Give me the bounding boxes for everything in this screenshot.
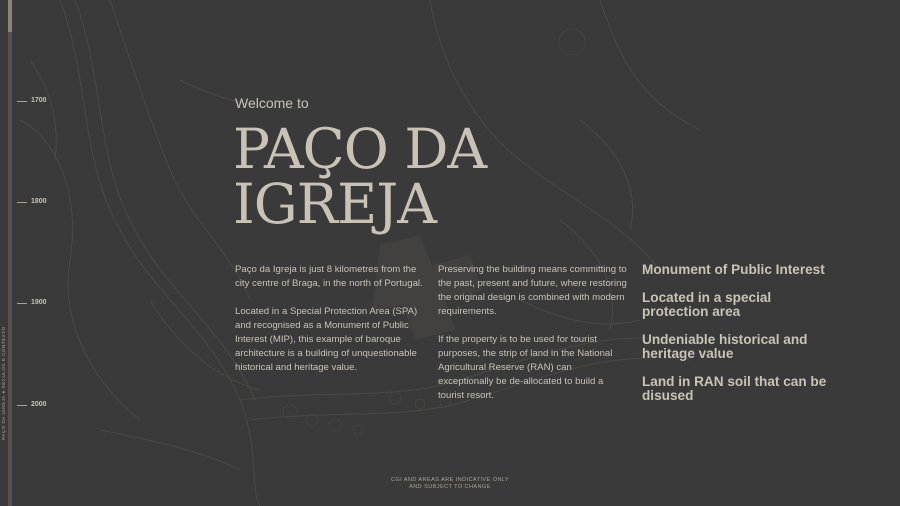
timeline-tick-2000 (17, 405, 27, 406)
timeline-label-2000[interactable]: 2000 (31, 401, 47, 408)
intro-column-1 (235, 263, 425, 389)
vertical-caption: PAÇO DA IGREJA ● SÉCULOS E CONTEXTO (1, 326, 6, 440)
timeline-label-1900[interactable]: 1900 (31, 299, 47, 306)
title-line-1: PAÇO DA (233, 117, 487, 181)
feature-item: Undeniable historical and heritage value (642, 332, 808, 361)
intro-column-2 (438, 263, 628, 417)
disclaimer-line: CGI AND AREAS ARE INDICATIVE ONLY (390, 477, 510, 483)
timeline-tick-1700 (17, 101, 27, 102)
feature-list (642, 263, 827, 417)
feature-item: Monument of Public Interest (642, 262, 825, 277)
feature-item: Located in a special protection area (642, 290, 772, 319)
feature-item: Land in RAN soil that can be disused (642, 374, 827, 403)
intro-paragraph: Paço da Igreja is just 8 kilometres from the city centre of Braga, in the north of Portugal. (235, 264, 423, 289)
timeline-tick-1900 (17, 303, 27, 304)
intro-paragraph: Located in a Special Protection Area (SPA) and recognised as a Monument of Public Interest (MIP), this example of baroque architecture is a building of unquestionable historical and heritage value. (235, 306, 418, 373)
intro-paragraph: If the property is to be used for tourist purposes, the strip of land in the National Agricultural Reserve (RAN) can exceptionally be de-allocated to build a tourist resort. (438, 334, 613, 401)
disclaimer (350, 477, 550, 491)
timeline-label-1700[interactable]: 1700 (31, 97, 47, 104)
page-title (233, 117, 593, 236)
title-line-2: IGREJA (233, 172, 436, 236)
timeline-progress (8, 0, 12, 32)
welcome-text: Welcome to (235, 95, 309, 111)
timeline-label-1800[interactable]: 1800 (31, 198, 47, 205)
disclaimer-line: AND SUBJECT TO CHANGE (409, 484, 491, 490)
timeline-tick-1800 (17, 202, 27, 203)
intro-paragraph: Preserving the building means committing to the past, present and future, where restoring the original design is combined with modern requirements. (438, 264, 627, 317)
